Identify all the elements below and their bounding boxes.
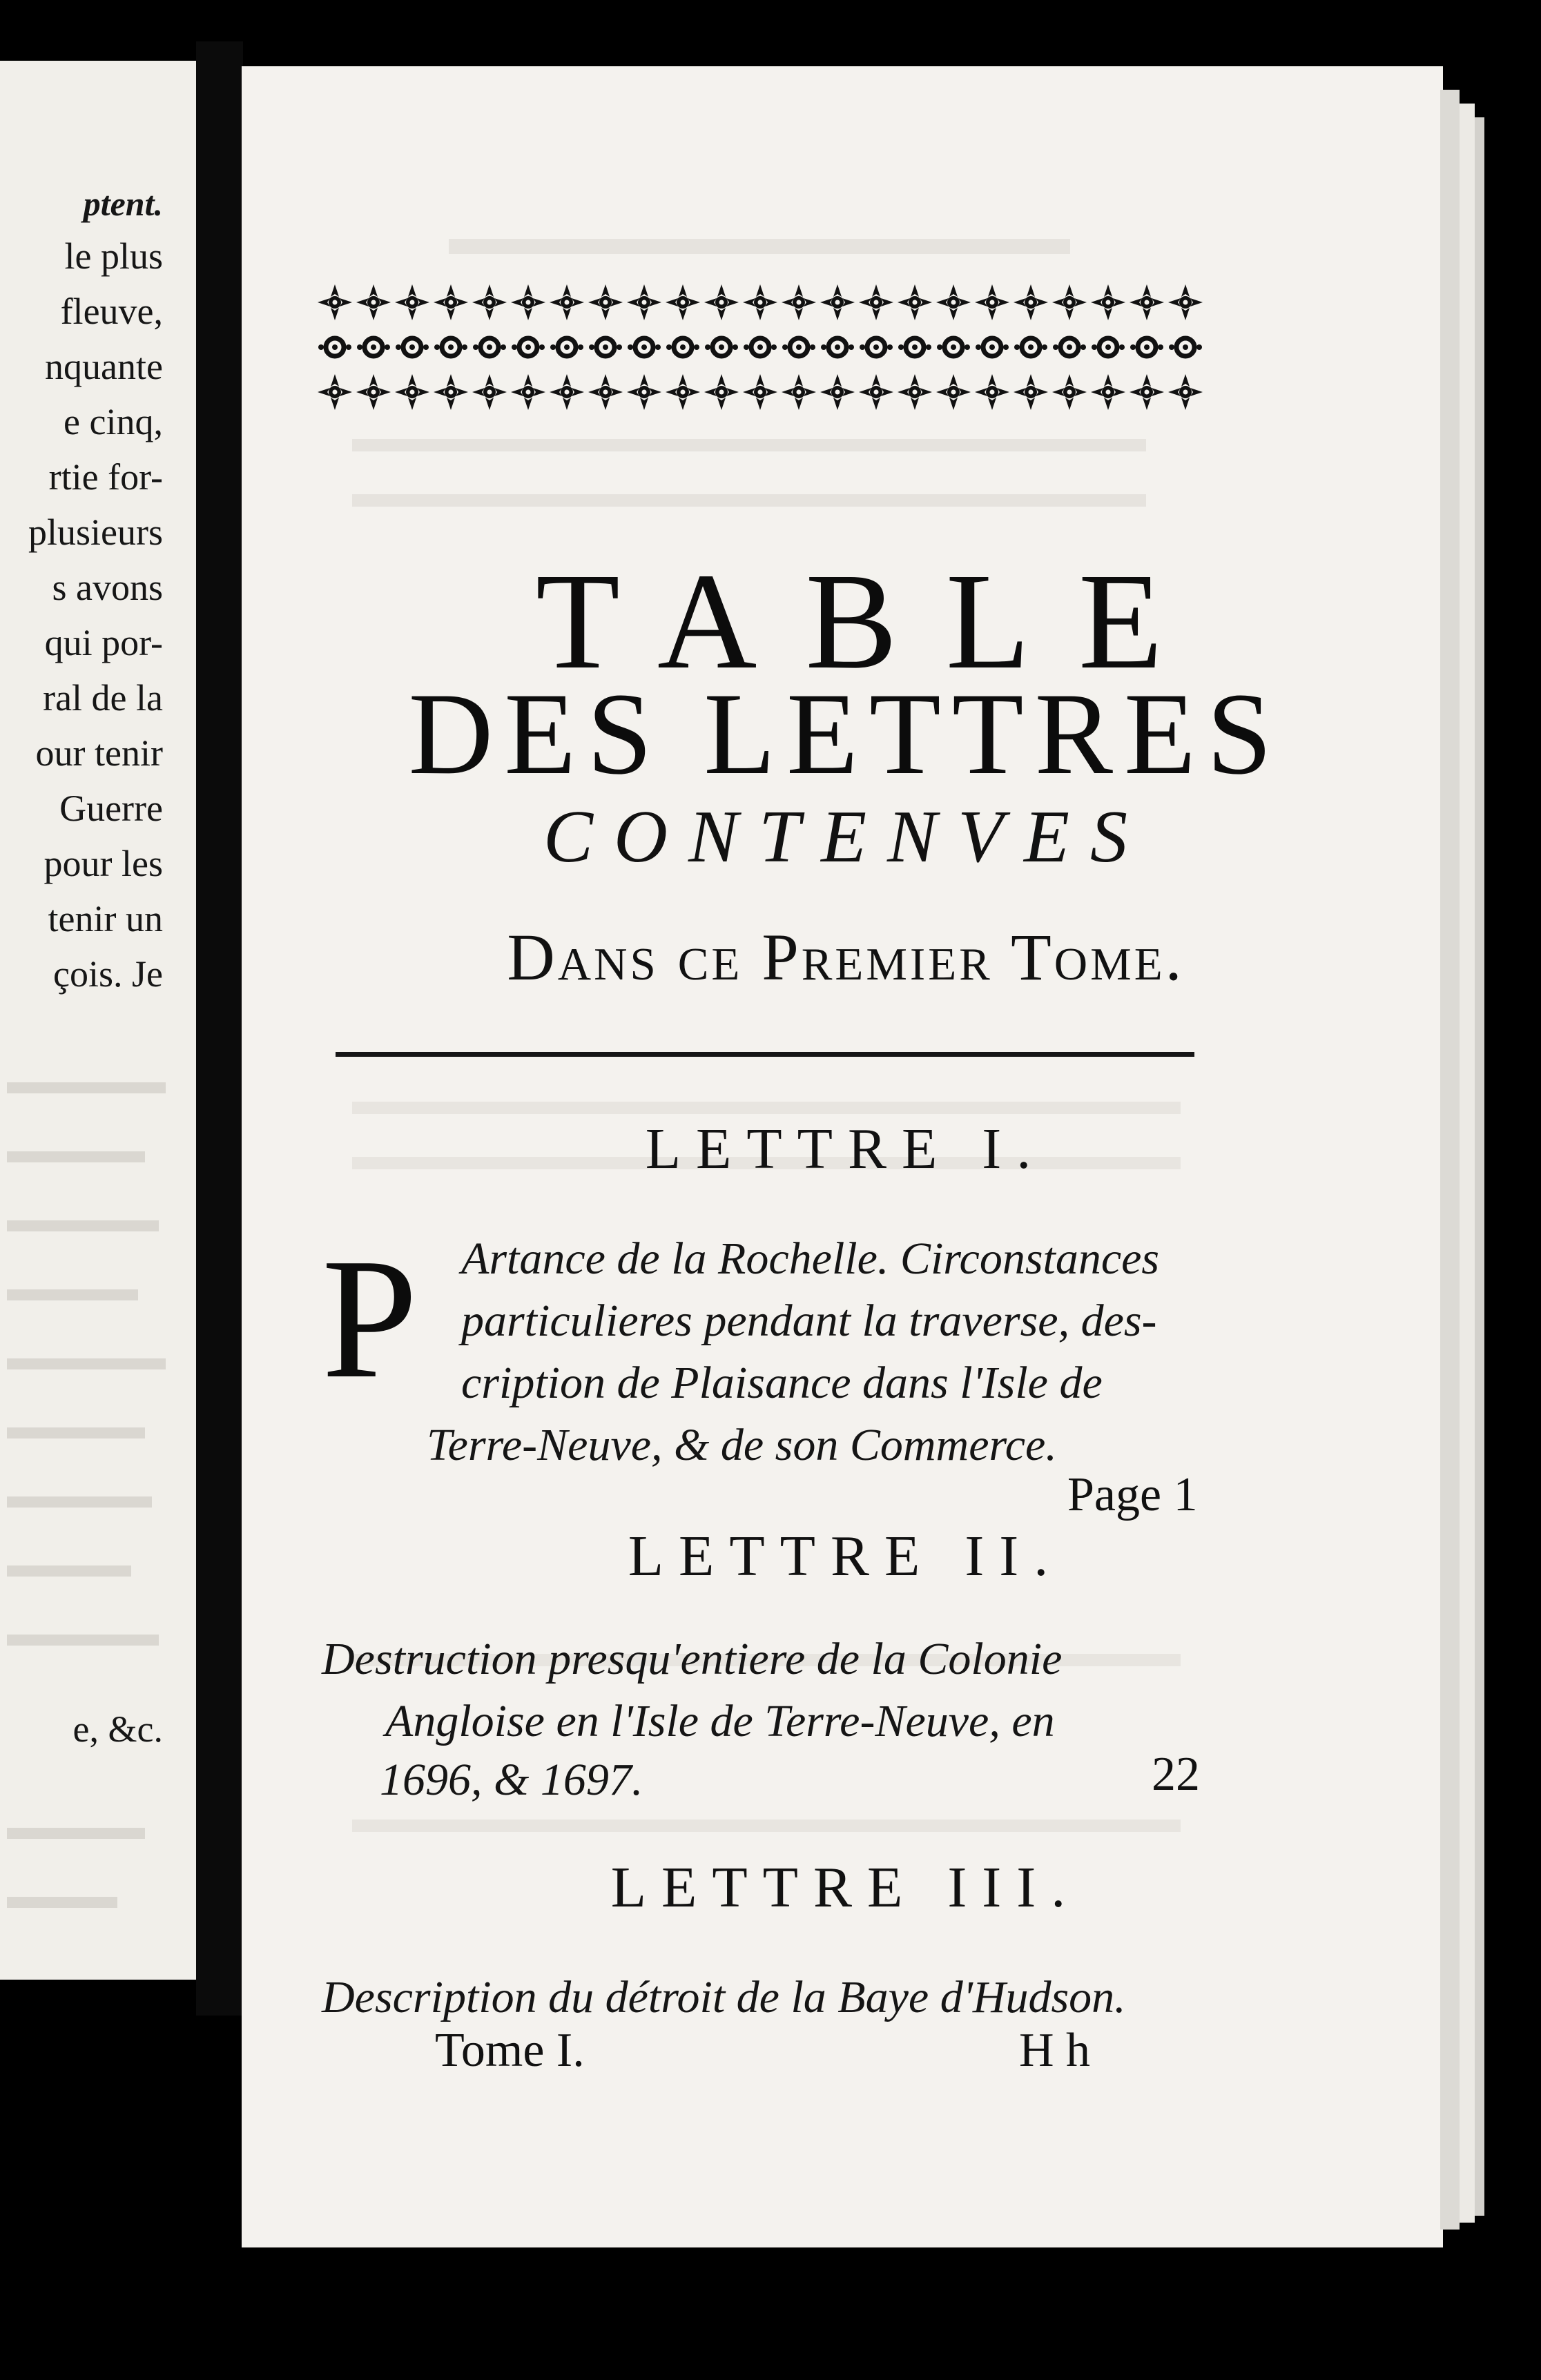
bleed-through-mark xyxy=(7,1565,131,1577)
page-edge xyxy=(1440,90,1460,2230)
entry-text-line: Angloise en l'Isle de Terre-Neuve, en xyxy=(385,1696,1055,1746)
previous-page-fragment xyxy=(0,61,196,1980)
entry-text-line: 1696, & 1697. xyxy=(380,1755,643,1805)
left-line: plusieurs xyxy=(28,511,163,553)
signature-mark: H h xyxy=(1019,2024,1091,2077)
left-line: ral de la xyxy=(43,677,163,719)
left-line: qui por- xyxy=(44,622,163,663)
bleed-through-mark xyxy=(7,1151,145,1162)
bleed-through-mark xyxy=(7,1220,159,1231)
page-edge xyxy=(1475,117,1484,2216)
bleed-through-mark xyxy=(352,1820,1181,1832)
tome-line: Dans ce Premier Tome. xyxy=(507,920,1185,994)
entry-text-line: Destruction presqu'entiere de la Colonie xyxy=(322,1634,1063,1684)
left-line: s avons xyxy=(52,567,163,608)
bleed-through-mark xyxy=(7,1082,166,1093)
entry-text-line: Description du détroit de la Baye d'Hudson. xyxy=(322,1972,1126,2022)
bleed-through-mark xyxy=(7,1635,159,1646)
left-line: our tenir xyxy=(35,732,163,774)
bleed-through-mark xyxy=(449,239,1070,254)
bleed-through-mark xyxy=(7,1496,152,1508)
entry-text-line: cription de Plaisance dans l'Isle de xyxy=(461,1358,1103,1408)
left-line: pour les xyxy=(43,843,163,884)
lettre-heading: LETTRE I. xyxy=(645,1117,1047,1181)
left-line: Guerre xyxy=(59,788,163,829)
entry-text-line: particulieres pendant la traverse, des- xyxy=(461,1296,1157,1346)
page-reference: Page 1 xyxy=(1067,1468,1198,1521)
bleed-through-mark xyxy=(7,1289,138,1300)
lettre-heading: LETTRE III. xyxy=(610,1855,1081,1920)
bleed-through-mark xyxy=(352,1102,1181,1114)
left-line: çois. Je xyxy=(53,953,163,995)
book-page xyxy=(242,66,1443,2247)
left-line: rtie for- xyxy=(48,456,163,498)
left-line: le plus xyxy=(64,235,163,277)
page-title: TABLE xyxy=(535,545,1212,698)
ornamental-band xyxy=(318,282,1215,413)
entry-text-line: Artance de la Rochelle. Circonstances xyxy=(461,1233,1160,1284)
lettre-heading: LETTRE II. xyxy=(628,1524,1064,1588)
entry-text-line: Terre-Neuve, & de son Commerce. xyxy=(427,1420,1057,1470)
bleed-through-mark xyxy=(352,439,1146,451)
page-reference: 22 xyxy=(1152,1748,1200,1801)
drop-cap: P xyxy=(322,1223,418,1414)
volume-label: Tome I. xyxy=(435,2024,585,2077)
left-line: e cinq, xyxy=(64,401,163,442)
bleed-through-mark xyxy=(7,1828,145,1839)
left-line: e, &c. xyxy=(72,1708,163,1750)
left-line: ptent. xyxy=(83,184,163,223)
left-line: nquante xyxy=(45,346,163,387)
contenues-line: CONTENVES xyxy=(543,796,1149,878)
left-line: tenir un xyxy=(48,898,163,939)
page-edge xyxy=(1460,104,1475,2223)
horizontal-rule xyxy=(336,1052,1194,1057)
page-subtitle: DES LETTRES xyxy=(408,669,1283,799)
bleed-through-mark xyxy=(7,1897,117,1908)
left-line: fleuve, xyxy=(60,291,163,332)
book-gutter xyxy=(196,41,243,2016)
bleed-through-mark xyxy=(352,494,1146,507)
bleed-through-mark xyxy=(7,1427,145,1438)
bleed-through-mark xyxy=(7,1358,166,1369)
